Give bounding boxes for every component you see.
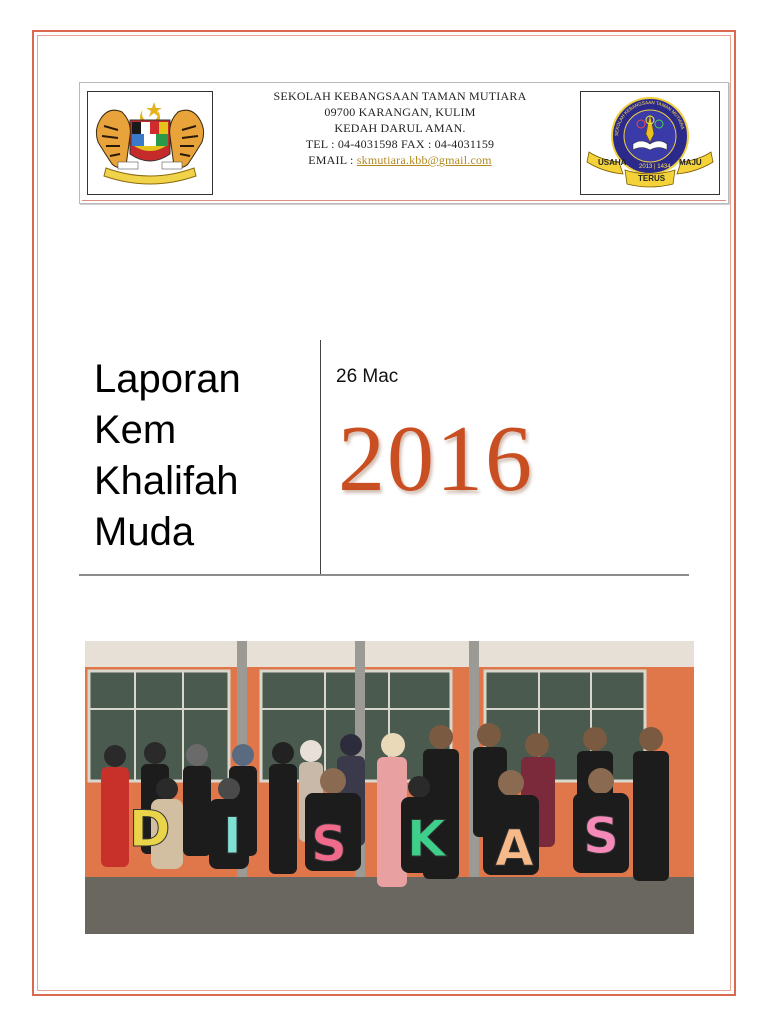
school-contact-info bbox=[230, 88, 570, 168]
horizontal-divider bbox=[79, 574, 689, 576]
photo-letter-a: A bbox=[495, 819, 534, 877]
phone-fax-row bbox=[230, 136, 570, 152]
address-line-1: 09700 KARANGAN, KULIM bbox=[324, 105, 476, 119]
group-photo bbox=[85, 641, 694, 934]
letterhead bbox=[79, 82, 729, 204]
photo-letter-d: D bbox=[129, 800, 171, 858]
telephone: TEL : 04-4031598 bbox=[305, 137, 398, 151]
photo-letter-i: I bbox=[223, 807, 242, 865]
email-link[interactable]: skmutiara.kbb@gmail.com bbox=[356, 153, 492, 167]
email-label: EMAIL : bbox=[308, 153, 357, 167]
title-line-4: Muda bbox=[94, 510, 195, 554]
malaysia-coat-of-arms-icon bbox=[87, 91, 213, 195]
photo-letter-s2: S bbox=[583, 807, 620, 865]
title-line-1: Laporan bbox=[94, 357, 241, 401]
motto-right: MAJU bbox=[679, 158, 702, 167]
title-line-3: Khalifah bbox=[94, 459, 239, 503]
photo-letter-k: K bbox=[407, 810, 446, 868]
school-crest-icon bbox=[580, 91, 720, 195]
motto-center: TERUS bbox=[638, 174, 666, 183]
crest-year: 2013 | 1434 bbox=[639, 164, 671, 170]
crest-ring-text: SEKOLAH KEBANGSAAN TAMAN MUTIARA bbox=[613, 99, 686, 137]
vertical-divider bbox=[320, 340, 321, 574]
photo-letter-s: S bbox=[311, 815, 348, 873]
report-title bbox=[94, 354, 314, 558]
date-year: 2016 bbox=[338, 407, 534, 511]
address-line-2: KEDAH DARUL AMAN. bbox=[334, 121, 466, 135]
school-name: SEKOLAH KEBANGSAAN TAMAN MUTIARA bbox=[273, 89, 527, 103]
title-line-2: Kem bbox=[94, 408, 177, 452]
fax: FAX : 04-4031159 bbox=[401, 137, 495, 151]
email-row bbox=[230, 152, 570, 168]
date-day-month: 26 Mac bbox=[336, 366, 399, 387]
motto-left: USAHA bbox=[598, 158, 627, 167]
